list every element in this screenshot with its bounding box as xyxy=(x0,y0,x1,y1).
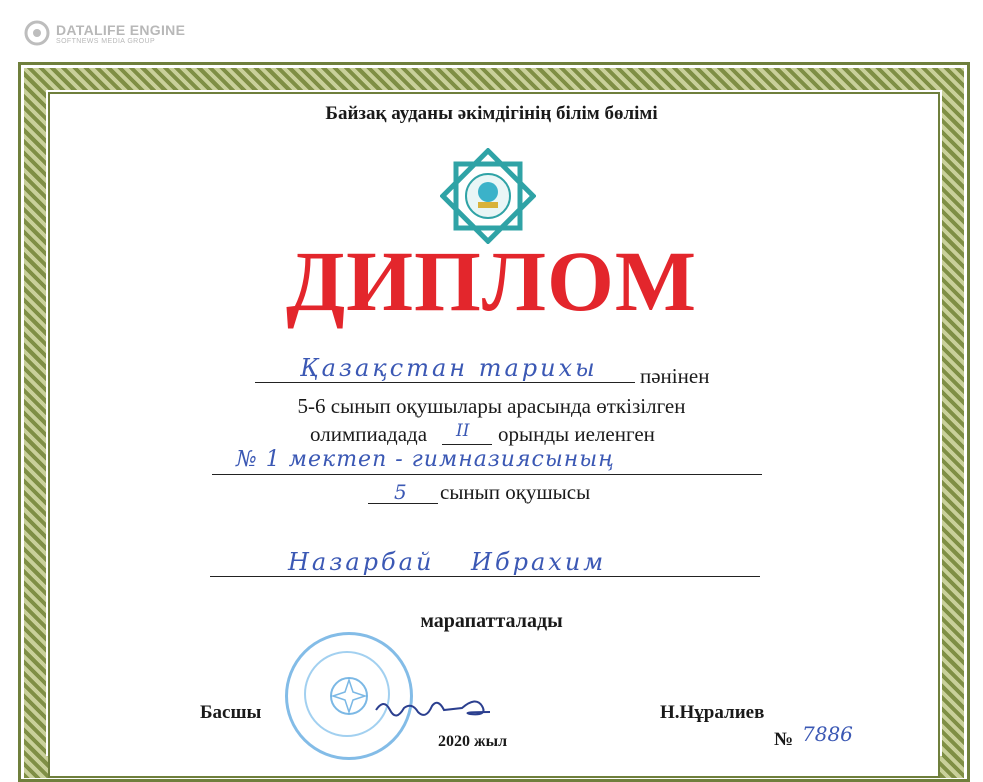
diploma-number-handwritten: 7886 xyxy=(802,722,853,746)
subject-underline xyxy=(255,382,635,383)
issue-year: 2020 жыл xyxy=(438,733,508,750)
watermark-subtitle: SOFTNEWS MEDIA GROUP xyxy=(56,37,156,45)
place-handwritten: II xyxy=(456,421,470,441)
number-label: № xyxy=(774,729,794,750)
emblem-icon xyxy=(440,148,536,244)
subject-suffix: пәнінен xyxy=(640,364,710,388)
grade-suffix: сынып оқушысы xyxy=(440,480,591,504)
watermark xyxy=(24,20,185,46)
watermark-title: DATALIFE ENGINE xyxy=(56,21,186,38)
stamp-emblem-icon xyxy=(327,674,371,718)
place-suffix: орынды иеленген xyxy=(498,422,655,446)
recipient-name-handwritten: Назарбай Ибрахим xyxy=(288,548,607,576)
awarded-text: марапатталады xyxy=(420,610,563,632)
issuer-header: Байзақ ауданы әкімдігінің білім бөлімі xyxy=(325,103,658,124)
subject-handwritten: Қазақстан тарихы xyxy=(300,354,598,382)
watermark-logo-icon xyxy=(24,20,50,46)
olympiad-line: 5-6 сынып оқушылары арасында өткізілген xyxy=(297,394,686,418)
diploma-title: ДИПЛОМ xyxy=(285,233,698,329)
head-label: Басшы xyxy=(200,702,262,723)
head-name: Н.Нұралиев xyxy=(660,702,765,723)
place-underline xyxy=(442,444,492,445)
school-underline xyxy=(212,474,762,475)
grade-handwritten: 5 xyxy=(394,480,407,504)
signature-icon xyxy=(372,692,502,726)
olympiad-prefix: олимпиадада xyxy=(310,422,428,446)
school-handwritten: № 1 мектеп - гимназиясының xyxy=(236,447,615,472)
name-underline xyxy=(210,576,760,577)
